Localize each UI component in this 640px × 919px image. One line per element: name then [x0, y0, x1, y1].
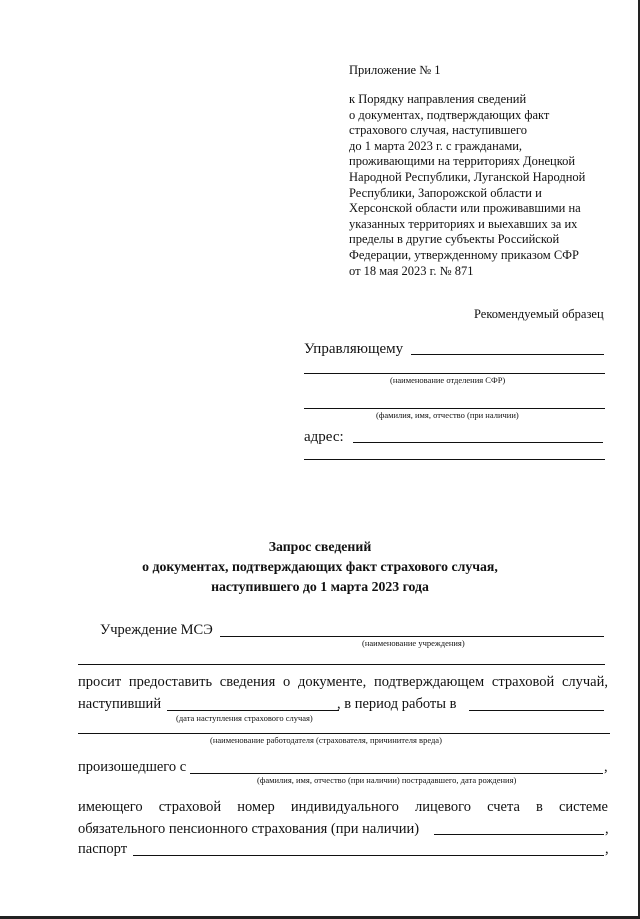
snils-line-1 — [78, 799, 608, 816]
appendix-reference — [349, 92, 585, 279]
victim-field[interactable] — [190, 773, 603, 774]
institution-field[interactable] — [220, 636, 604, 637]
snils-word: индивидуального — [290, 799, 399, 815]
appendix-line: пределы в другие субъекты Российской — [349, 232, 560, 247]
snils-word: номер — [237, 799, 275, 815]
employer-field[interactable] — [78, 733, 610, 734]
passport-field[interactable] — [133, 855, 604, 856]
appendix-line: Республики, Запорожской области и — [349, 185, 542, 200]
sfr-branch-hint: (наименование отделения СФР) — [390, 375, 506, 385]
appendix-line: от 18 мая 2023 г. № 871 — [349, 263, 474, 278]
snils-word: счета — [487, 799, 520, 815]
appendix-line: Федерации, утвержденному приказом СФР — [349, 247, 579, 262]
appendix-line: о документах, подтверждающих факт — [349, 107, 550, 122]
appendix-line: Херсонской области или проживавшими на — [349, 201, 581, 216]
victim-hint: (фамилия, имя, отчество (при наличии) пострадавшего, дата рождения) — [257, 775, 517, 785]
appendix-title: Приложение № 1 — [349, 63, 441, 77]
request-text: просит предоставить сведения о документе, подтверждающем страховой случай, — [78, 674, 608, 690]
fio-hint: (фамилия, имя, отчество (при наличии) — [376, 410, 519, 420]
victim-field-comma: , — [604, 759, 608, 775]
heading-line: наступившего до 1 марта 2023 года — [211, 579, 429, 594]
heading-line: о документах, подтверждающих факт страхового случая, — [142, 559, 498, 574]
appendix-line: проживающими на территориях Донецкой — [349, 154, 576, 169]
event-date-field[interactable] — [167, 710, 339, 711]
work-period-label: , в период работы в — [337, 696, 457, 712]
document-heading — [0, 537, 640, 597]
address-field-1[interactable] — [353, 442, 603, 443]
appendix-line: к Порядку направления сведений — [349, 92, 527, 106]
snils-word: в — [536, 799, 543, 815]
event-date-hint: (дата наступления страхового случая) — [176, 713, 313, 723]
institution-hint: (наименование учреждения) — [362, 638, 465, 648]
fio-field[interactable] — [304, 408, 605, 409]
snils-word: лицевого — [414, 799, 471, 815]
snils-field-comma: , — [605, 821, 609, 837]
passport-field-comma: , — [605, 841, 609, 857]
snils-field[interactable] — [434, 834, 604, 835]
passport-label: паспорт — [78, 841, 128, 857]
institution-field-continued[interactable] — [78, 664, 605, 665]
address-label: адрес: — [304, 429, 344, 445]
snils-line-2: обязательного пенсионного страхования (при наличии) — [78, 821, 420, 837]
appendix-line: указанных территориях и выехавших за их — [349, 216, 578, 231]
appendix-line: Народной Республики, Луганской Народной — [349, 169, 586, 184]
recommended-sample-label: Рекомендуемый образец — [474, 307, 604, 321]
occurred-label: наступивший — [78, 696, 162, 712]
workplace-field[interactable] — [469, 710, 604, 711]
sfr-branch-field[interactable] — [304, 373, 605, 374]
snils-word: имеющего — [78, 799, 143, 815]
to-manager-label: Управляющему — [304, 341, 404, 357]
heading-line: Запрос сведений — [268, 539, 372, 554]
appendix-line: страхового случая, наступившего — [349, 123, 527, 138]
snils-word: системе — [558, 799, 608, 815]
appendix-line: до 1 марта 2023 г. с гражданами, — [349, 138, 523, 153]
manager-name-field[interactable] — [411, 354, 604, 355]
happened-label: произошедшего с — [78, 759, 187, 775]
institution-label: Учреждение МСЭ — [100, 622, 213, 638]
employer-hint: (наименование работодателя (страхователя, причинителя вреда) — [210, 735, 442, 745]
snils-word: страховой — [158, 799, 222, 815]
address-field-2[interactable] — [304, 459, 605, 460]
